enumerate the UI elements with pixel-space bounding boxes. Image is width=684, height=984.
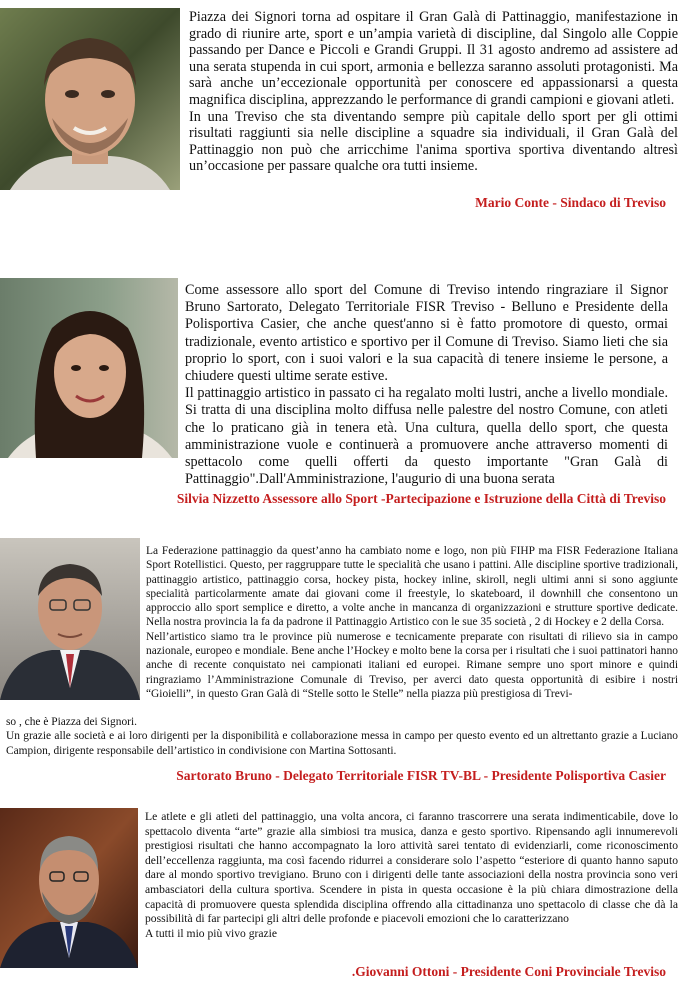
section1-text <box>189 9 678 175</box>
section4-paragraph: Le atlete e gli atleti del pattinaggio, una volta ancora, ci faranno trascorrere una serata indimenticabile, dove lo spettacolo diventa “arte” grazie alla simbiosi tra musica, danza e gesto sportivo. Ripensando agli innumerevoli prestigiosi risultati che hanno accompagnato la loro attività sarei tentato di evidenziarli, come riconoscimento dell’eccellenza raggiunta, ma così facendo ridurrei a considerare solo l’aspetto “esteriore di quanto hanno saputo dare al mondo sportivo trevigiano. Bruno con i dirigenti delle tante associazioni della nostra provincia sono veri ambasciatori della cultura sportiva. Scendere in pista in questa occasione è la più chiara dimostrazione della capacità di promuovere questa splendida disciplina offrendo alla cittadinanza uno spettacolo di classe che dà la possibilità di far partecipi gli altri delle profonde e piacevoli emozioni che lo caratterizzano <box>145 810 678 926</box>
section3-paragraph: Un grazie alle società e ai loro dirigenti per la disponibilità e collaborazione messa in campo per questo evento ed un altrettanto grazie a Luciano Campion, dirigente responsabile dell’artistico in condivisione con Martina Sottosanti. <box>6 730 678 757</box>
section3-text-top <box>146 544 678 701</box>
section3-paragraph: La Federazione pattinaggio da quest’anno ha cambiato nome e logo, non più FIHP ma FISR Federazione Italiana Sport Rotellistici. Questo, per raggruppare tutte le specialità che usano i pattini. Alle discipline sportive tradizionali, pattinaggio artistico, pattinaggio corsa, hockey pista, hockey inline, skiroll, negli ultimi anni si sono aggiunte specialità particolarmente amate dai giovani come il freestyle, lo skateboard, il downhill che consentono un approccio allo sport semplice e diretto, a volte anche in mancanza di organizzazioni e strutture sportive dedicate. Nella nostra provincia la fa da padrone il Pattinaggio Artistico con le sue 35 società , 2 di Hockey e 2 della Corsa. <box>146 545 678 629</box>
section1-paragraph: In una Treviso che sta diventando sempre più capitale dello sport per gli ottimi risultati raggiunti sia nelle discipline a squadre sia individuali, il Gran Galà del Pattinaggio non può che arricchime l'anima sportiva sportiva diventando altresì un’occasione per passare qualche ora tutti insieme. <box>189 108 678 175</box>
portrait-bruno-sartorato <box>0 538 140 700</box>
section1-signature: Mario Conte - Sindaco di Treviso <box>475 195 666 210</box>
section3-text-bottom <box>6 715 678 758</box>
portrait-mario-conte <box>0 8 180 190</box>
section4-signature: .Giovanni Ottoni - Presidente Coni Provinciale Treviso <box>351 964 666 979</box>
portrait-giovanni-ottoni <box>0 808 138 968</box>
portrait-silvia-nizzetto <box>0 278 178 458</box>
section2-text <box>185 282 668 488</box>
section3-paragraph: Nell’artistico siamo tra le province più numerose e tecnicamente preparate con risultati di rilievo sia in campo nazionale, europeo e mondiale. Bene anche l’Hockey e molto bene la corsa per i risultati che i suoi pattinatori hanno anche di recente conquistato nei campionati italiani ed europei. Rimane sempre uno sport minore e quindi ringraziamo l’Amministrazione Comunale di Treviso, per averci dato questa opportunità di esibire i nostri “Gioielli”, in questo Gran Galà di “Stelle sotto le Stelle” nella piazza più prestigiosa di Trevi- <box>146 630 678 700</box>
section3-paragraph: so , che è Piazza dei Signori. <box>6 716 137 728</box>
section3-signature: Sartorato Bruno - Delegato Territoriale FISR TV-BL - Presidente Polisportiva Casier <box>176 768 666 783</box>
section4-paragraph: A tutti il mio più vivo grazie <box>145 926 278 940</box>
section1-paragraph: Piazza dei Signori torna ad ospitare il Gran Galà di Pattinaggio, manifestazione in grado di riunire arte, sport e un’ampia varietà di discipline, dal Singolo alle Coppie passando per Dance e Piccoli e Grandi Gruppi. Il 31 agosto andremo ad assistere ad una serata stupenda in cui sport, armonia e bellezza saranno assoluti protagonisti. Ma sarà anche un’eccezionale opportunità per conoscere ed appassionarsi a questa magnifica disciplina, apprezzando le performance di grandi campioni e giovani atleti. <box>189 9 678 108</box>
section2-signature: Silvia Nizzetto Assessore allo Sport -Partecipazione e Istruzione della Città di Treviso <box>176 491 666 506</box>
section4-text <box>145 810 678 941</box>
section2-paragraph: Come assessore allo sport del Comune di Treviso intendo ringraziare il Signor Bruno Sartorato, Delegato Territoriale FISR Treviso - Belluno e Presidente della Polisportiva Casier, che anche quest'anno si è fatto promotore di questo, ormai tradizionale, evento artistico e sportivo per il Comune di Treviso. Siamo lieti che sia proprio lo sport, con i suoi valori e la sua capacità di tenere insieme le persone, a chiudere questi ultime serate estive. <box>185 282 668 385</box>
section2-paragraph: Il pattinaggio artistico in passato ci ha regalato molti lustri, anche a livello mondiale. Si tratta di una disciplina molto diffusa nelle palestre del nostro Comune, con atleti che lo praticano già in tenera età. Una cultura, quella dello sport, che questa amministrazione vuole e continuerà a promuovere anche attraverso momenti di spettacolo come quelli offerti da questo importante "Gran Galà di Pattinaggio".Dall'Amministrazione, l'augurio di una buona serata <box>185 385 668 488</box>
